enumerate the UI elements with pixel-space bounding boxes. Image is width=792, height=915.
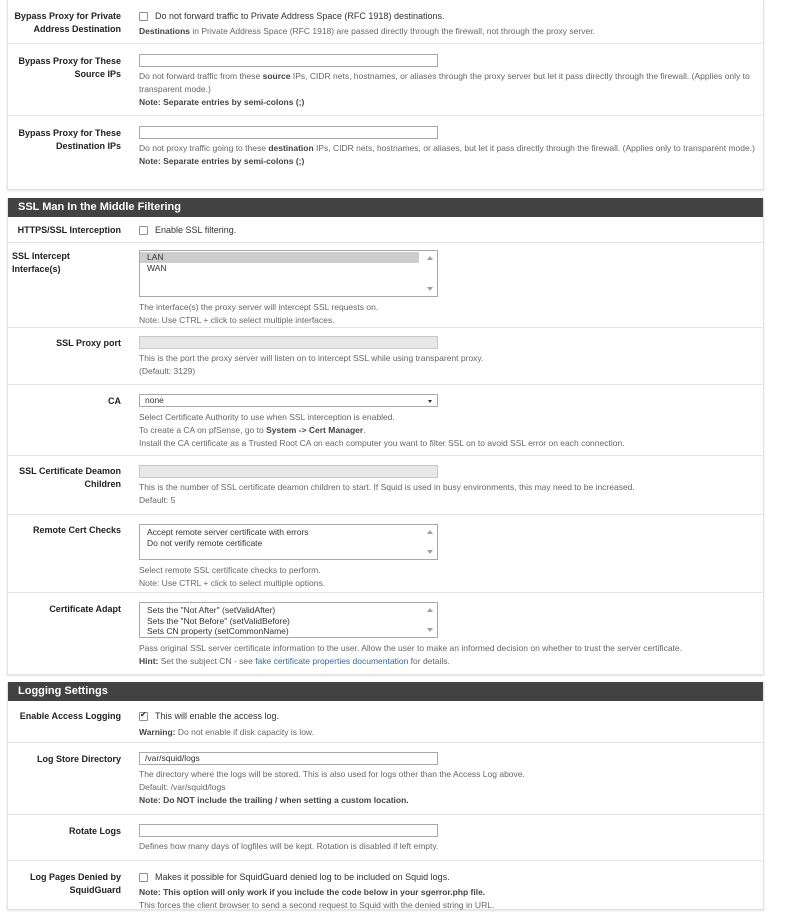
intercept-interfaces-help: The interface(s) the proxy server will intercept SSL requests on. bbox=[139, 302, 379, 312]
ca-help-3: Install the CA certificate as a Trusted Root CA on each computer you want to filter SSL on to avoid SSL error on each connection. bbox=[139, 437, 625, 448]
bypass-private-checkbox-box[interactable] bbox=[139, 12, 148, 21]
ca-help-2: To create a CA on pfSense, go to System -> Cert Manager. bbox=[139, 424, 366, 435]
bypass-private-checkbox-text: Do not forward traffic to Private Address Space (RFC 1918) destinations. bbox=[155, 11, 445, 21]
cert-adapt-option-notafter[interactable]: Sets the "Not After" (setValidAfter) bbox=[147, 605, 276, 615]
cert-daemon-row bbox=[8, 456, 763, 515]
cert-daemon-label: SSL Certificate Deamon Children bbox=[19, 466, 121, 489]
cert-adapt-scrollbar[interactable] bbox=[423, 603, 437, 637]
interface-option-wan[interactable]: WAN bbox=[147, 262, 167, 273]
cert-adapt-hint: Hint: Set the subject CN - see fake certificate properties documentation for details. bbox=[139, 655, 450, 666]
remote-cert-checks-help: Select remote SSL certificate checks to perform. bbox=[139, 565, 321, 575]
bypass-dest-input[interactable] bbox=[139, 126, 438, 139]
https-interception-checkbox-text: Enable SSL filtering. bbox=[155, 225, 237, 235]
access-logging-row bbox=[8, 701, 763, 743]
remote-cert-option-accept[interactable]: Accept remote server certificate with errors bbox=[147, 527, 309, 537]
rotate-logs-row bbox=[8, 815, 763, 861]
intercept-interfaces-note: Note: Use CTRL + click to select multiple interfaces. bbox=[139, 314, 335, 325]
log-store-row bbox=[8, 743, 763, 815]
rotate-logs-help: Defines how many days of logfiles will be kept. Rotation is disabled if left empty. bbox=[139, 841, 439, 851]
scroll-up-arrow-icon[interactable] bbox=[427, 530, 433, 534]
ssl-mitm-heading: SSL Man In the Middle Filtering bbox=[8, 198, 763, 217]
squid-proxy-settings-page bbox=[7, 0, 764, 910]
bypass-dest-label: Bypass Proxy for These Destination IPs bbox=[18, 128, 121, 151]
access-logging-checkbox-text: This will enable the access log. bbox=[155, 711, 280, 721]
scroll-up-arrow-icon[interactable] bbox=[427, 256, 433, 260]
intercept-interfaces-listbox[interactable] bbox=[139, 250, 438, 297]
bypass-private-help: Destinations in Private Address Space (RFC 1918) are passed directly through the firewall, not through the proxy server. bbox=[139, 26, 595, 36]
access-logging-label: Enable Access Logging bbox=[19, 711, 121, 721]
bypass-source-help: Do not forward traffic from these source IPs, CIDR nets, hostnames, or aliases through the proxy server but let it pass directly through the firewall. (Applies only to transparent mode.) bbox=[139, 71, 750, 94]
denied-squidguard-note: Note: This option will only work if you include the code below in your sgerror.php file. bbox=[139, 887, 486, 897]
rotate-logs-label: Rotate Logs bbox=[68, 826, 121, 836]
cert-adapt-option-notbefore[interactable]: Sets the "Not Before" (setValidBefore) bbox=[147, 615, 290, 626]
access-logging-checkbox[interactable] bbox=[139, 709, 763, 723]
ca-help-1: Select Certificate Authority to use when SSL interception is enabled. bbox=[139, 412, 395, 422]
logging-panel bbox=[7, 682, 764, 910]
rotate-logs-input[interactable] bbox=[139, 824, 438, 837]
remote-cert-checks-label: Remote Cert Checks bbox=[32, 525, 121, 535]
ca-select-value: none bbox=[145, 395, 164, 405]
bypass-source-input[interactable] bbox=[139, 54, 438, 67]
remote-cert-checks-row bbox=[8, 515, 763, 593]
cert-adapt-row bbox=[8, 593, 763, 674]
log-store-input[interactable]: /var/squid/logs bbox=[139, 752, 438, 765]
denied-squidguard-row bbox=[8, 861, 763, 909]
fake-cert-docs-link[interactable]: fake certificate properties documentation bbox=[255, 655, 409, 666]
ca-row bbox=[8, 385, 763, 456]
access-logging-warning: Warning: Do not enable if disk capacity is low. bbox=[139, 727, 314, 737]
bypass-source-note: Note: Separate entries by semi-colons (;) bbox=[139, 96, 305, 107]
chevron-down-icon bbox=[428, 400, 432, 403]
denied-squidguard-label: Log Pages Denied by SquidGuard bbox=[29, 872, 121, 895]
log-store-note: Note: Do NOT include the trailing / when setting a custom location. bbox=[139, 794, 409, 805]
access-logging-checkbox-box[interactable] bbox=[139, 712, 148, 721]
bypass-source-row bbox=[8, 44, 763, 116]
ssl-proxy-port-help: This is the port the proxy server will listen on to intercept SSL while using transparent proxy. bbox=[139, 353, 484, 363]
log-store-default: Default: /var/squid/logs bbox=[139, 781, 226, 792]
proxy-general-panel bbox=[7, 0, 764, 190]
denied-squidguard-checkbox-text: Makes it possible for SquidGuard denied log to be included on Squid logs. bbox=[155, 872, 450, 882]
log-store-help: The directory where the logs will be stored. This is also used for logs other than the Access Log above. bbox=[139, 769, 525, 779]
cert-daemon-default: Default: 5 bbox=[139, 494, 176, 505]
cert-adapt-label: Certificate Adapt bbox=[49, 604, 121, 614]
cert-daemon-input[interactable] bbox=[139, 465, 438, 478]
https-interception-checkbox-box[interactable] bbox=[139, 226, 148, 235]
cert-adapt-listbox[interactable] bbox=[139, 602, 438, 638]
scroll-down-arrow-icon[interactable] bbox=[427, 628, 433, 632]
intercept-interfaces-row bbox=[8, 243, 763, 328]
ca-select[interactable] bbox=[139, 394, 438, 407]
interface-option-lan[interactable]: LAN bbox=[140, 252, 419, 263]
ssl-proxy-port-label: SSL Proxy port bbox=[56, 338, 121, 348]
logging-heading: Logging Settings bbox=[8, 682, 763, 701]
ssl-proxy-port-default: (Default: 3129) bbox=[139, 365, 196, 376]
cert-daemon-help: This is the number of SSL certificate deamon children to start. If Squid is used in busy environments, this may need to be increased. bbox=[139, 482, 635, 492]
remote-cert-option-noverify[interactable]: Do not verify remote certificate bbox=[147, 537, 263, 548]
intercept-interfaces-label: SSL Intercept Interface(s) bbox=[12, 251, 70, 274]
denied-squidguard-help: This forces the client browser to send a second request to Squid with the denied string in URL. bbox=[139, 899, 495, 910]
cert-adapt-help: Pass original SSL server certificate information to the user. Allow the user to make an informed decision on whether to trust the server certificate. bbox=[139, 643, 682, 653]
log-store-label: Log Store Directory bbox=[36, 754, 121, 764]
bypass-source-label: Bypass Proxy for These Source IPs bbox=[18, 56, 121, 79]
scroll-up-arrow-icon[interactable] bbox=[427, 608, 433, 612]
bypass-dest-help: Do not proxy traffic going to these destination IPs, CIDR nets, hostnames, or aliases, but let it pass directly through the firewall. (Applies only to transparent mode.) bbox=[139, 143, 755, 153]
ca-label: CA bbox=[108, 396, 121, 406]
bypass-private-checkbox[interactable] bbox=[139, 9, 763, 23]
ssl-proxy-port-row bbox=[8, 328, 763, 385]
https-interception-checkbox[interactable] bbox=[139, 223, 763, 237]
denied-squidguard-checkbox[interactable] bbox=[139, 870, 763, 884]
denied-squidguard-checkbox-box[interactable] bbox=[139, 873, 148, 882]
bypass-dest-note: Note: Separate entries by semi-colons (;) bbox=[139, 155, 305, 166]
scroll-down-arrow-icon[interactable] bbox=[427, 287, 433, 291]
https-interception-row bbox=[8, 217, 763, 243]
https-interception-label: HTTPS/SSL Interception bbox=[17, 225, 121, 235]
ssl-proxy-port-input[interactable] bbox=[139, 336, 438, 349]
scroll-down-arrow-icon[interactable] bbox=[427, 550, 433, 554]
ssl-mitm-panel bbox=[7, 198, 764, 675]
cert-adapt-option-cn[interactable]: Sets CN property (setCommonName) bbox=[147, 626, 289, 636]
intercept-interfaces-scrollbar[interactable] bbox=[423, 251, 437, 296]
remote-cert-scrollbar[interactable] bbox=[423, 525, 437, 559]
bypass-private-row bbox=[8, 0, 763, 44]
remote-cert-checks-listbox[interactable] bbox=[139, 524, 438, 560]
bypass-dest-row bbox=[8, 116, 763, 189]
bypass-private-label: Bypass Proxy for Private Address Destination bbox=[14, 11, 121, 34]
remote-cert-checks-note: Note: Use CTRL + click to select multiple options. bbox=[139, 577, 326, 588]
